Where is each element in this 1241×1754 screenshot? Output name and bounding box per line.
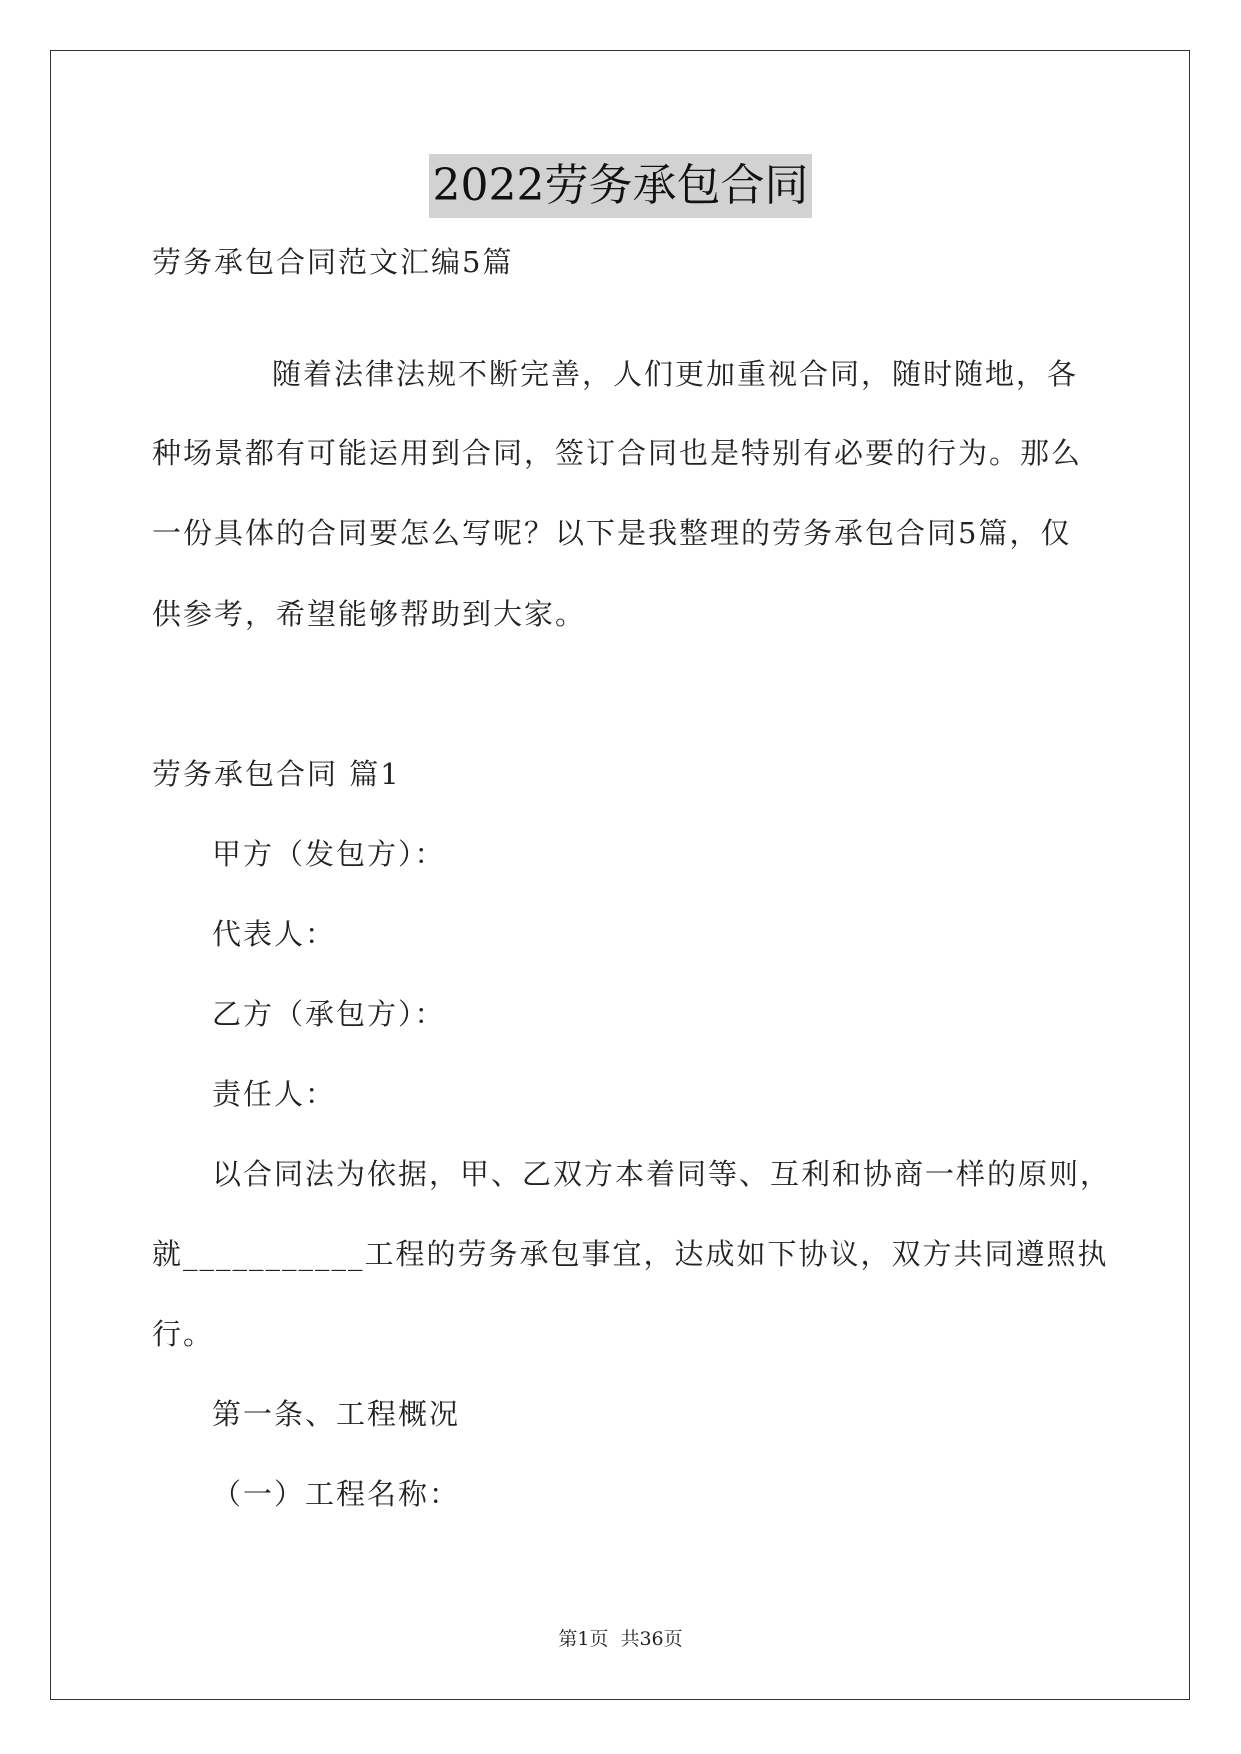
- item-1-label: （一）工程名称：: [212, 1477, 461, 1511]
- page-border: [50, 50, 1190, 1700]
- page-footer: [0, 1624, 1241, 1651]
- article-1-heading: 第一条、工程概况: [212, 1397, 461, 1431]
- document-subtitle: 劳务承包合同范文汇编5篇: [152, 245, 514, 279]
- page-number: 第1页: [558, 1628, 609, 1650]
- basis-line-1: 以合同法为依据，甲、乙双方本着同等、互利和协商一样的原则，: [212, 1157, 1112, 1191]
- intro-line-2: 种场景都有可能运用到合同，签订合同也是特别有必要的行为。那么: [152, 436, 1083, 470]
- responsible-person-label: 责任人：: [212, 1077, 337, 1111]
- representative-label: 代表人：: [212, 917, 337, 951]
- basis-line-2: 就___________工程的劳务承包事宜，达成如下协议，双方共同遵照执: [152, 1237, 1109, 1271]
- intro-line-3: 一份具体的合同要怎么写呢？以下是我整理的劳务承包合同5篇，仅: [152, 516, 1072, 550]
- basis-line-3: 行。: [152, 1317, 215, 1351]
- party-a-label: 甲方（发包方）：: [212, 837, 446, 871]
- title-container: [0, 154, 1241, 218]
- intro-line-4: 供参考，希望能够帮助到大家。: [152, 597, 587, 631]
- party-b-label: 乙方（承包方）：: [212, 997, 446, 1031]
- section-heading: 劳务承包合同 篇1: [152, 757, 401, 791]
- total-pages: 共36页: [620, 1628, 683, 1650]
- intro-line-1: 随着法律法规不断完善，人们更加重视合同，随时随地，各: [272, 357, 1079, 391]
- document-title: 2022劳务承包合同: [429, 154, 813, 218]
